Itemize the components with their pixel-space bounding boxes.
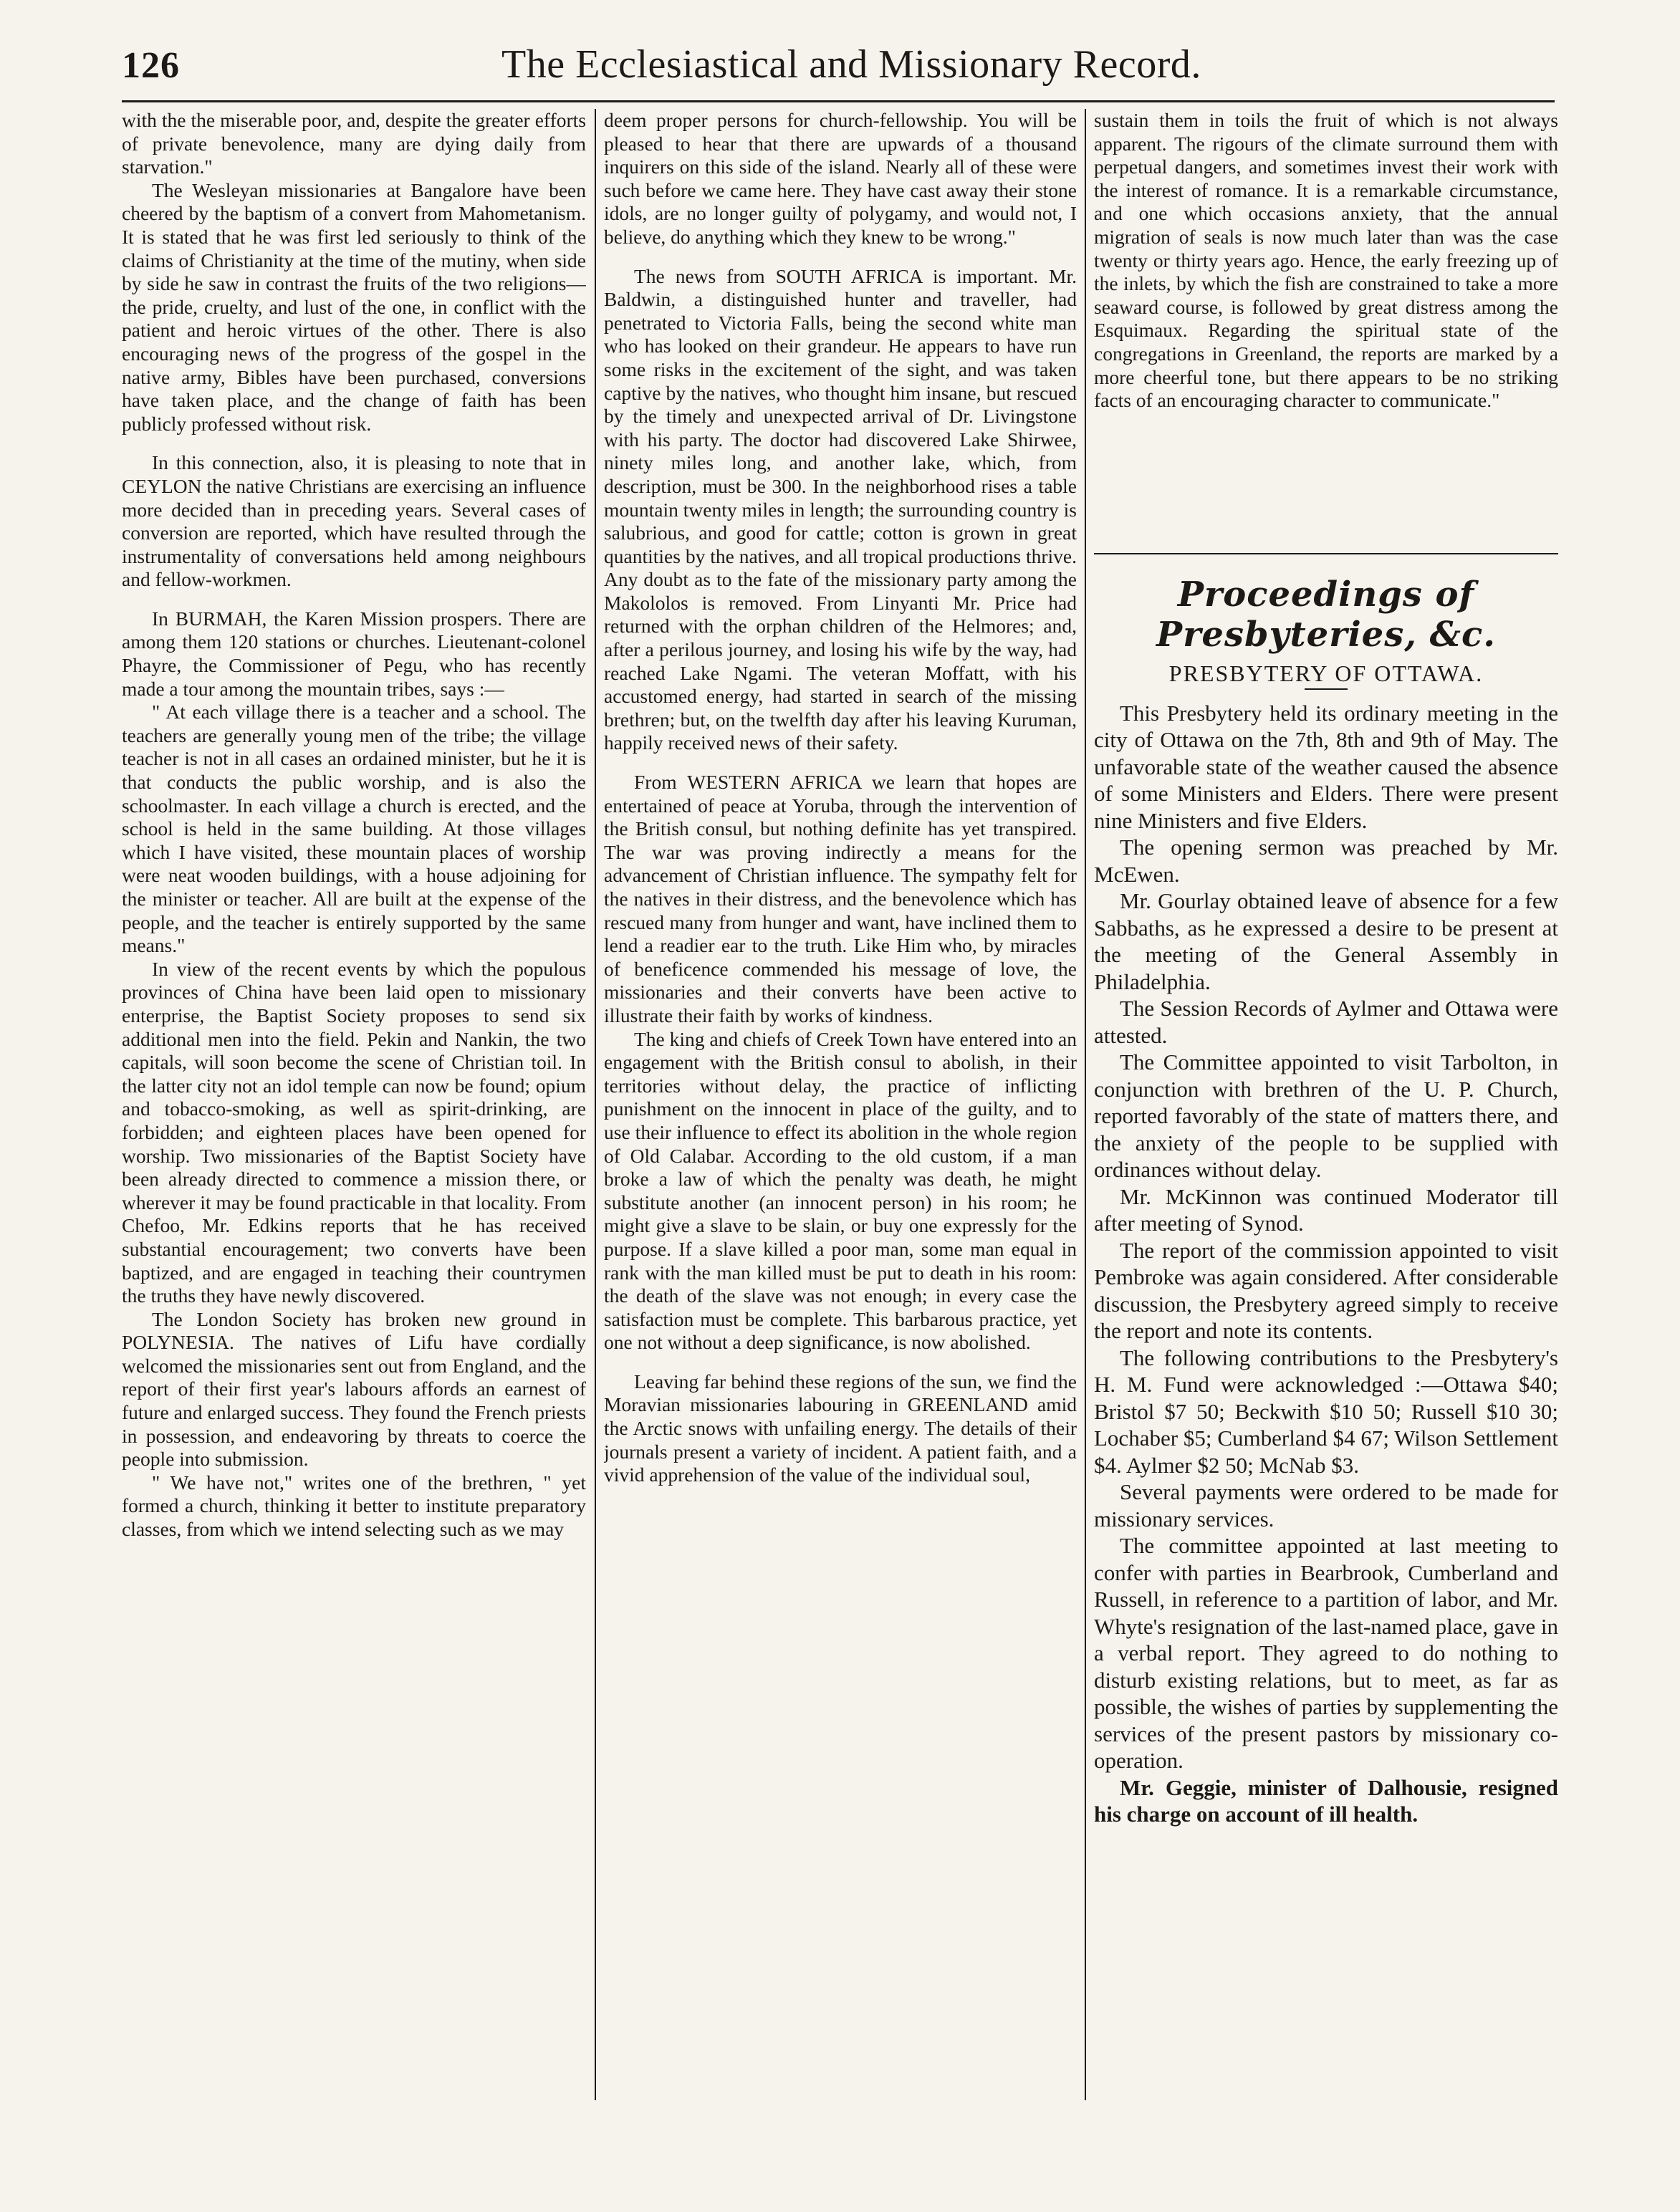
paragraph: Mr. Geggie, minister of Dalhousie, resigned his charge on account of ill health.	[1094, 1774, 1558, 1827]
column-right	[1094, 109, 1558, 2100]
subheading: PRESBYTERY OF OTTAWA.	[1168, 660, 1484, 686]
paragraph: with the the miserable poor, and, despite the greater efforts of private benevolence, many are dying daily from starvation."	[122, 109, 586, 178]
paragraph: " We have not," writes one of the brethren, " yet formed a church, thinking it better to institute preparatory classes, from which we intend selecting such as we may	[122, 1471, 586, 1541]
paragraph: The Session Records of Aylmer and Ottawa were attested.	[1094, 996, 1558, 1048]
page-number: 126	[122, 45, 180, 86]
section-rule	[1094, 553, 1558, 554]
paragraph: The Wesleyan missionaries at Bangalore have been cheered by the baptism of a convert from Mahometanism. It is stated that he was first led seriously to think of the claims of Christianity at the time of the mutiny, when side by side he saw in contrast the fruits of the two religions—the pride, cruelty, and lust of the one, in conflict with the patient and heroic virtues of the other. There is also encouraging news of the progress of the gospel in the native army, Bibles have been purchased, conversions have taken place, and the change of faith has been publicly professed without risk.	[122, 178, 586, 435]
paragraph: In this connection, also, it is pleasing to note that in CEYLON the native Christians are exercising an influence more decided than in preceding years. Several cases of conversion are reported, which have resulted through the instrumentality of conversations held among neighbours and fellow-workmen.	[122, 451, 586, 591]
paragraph: deem proper persons for church-fellowship. You will be pleased to hear that there are upwards of a thousand inquirers on this side of the island. Nearly all of these were such before we came here. They have cast away their stone idols, are no longer guilty of polygamy, and would not, I believe, do anything which they knew to be wrong."	[604, 109, 1077, 248]
paragraph: The report of the commission appointed to visit Pembroke was again considered. After considerable discussion, the Presbytery agreed simply to receive the report and note its contents.	[1094, 1237, 1558, 1344]
paragraph: The Committee appointed to visit Tarbolton, in conjunction with brethren of the U. P. Church, reported favorably of the state of matters there, and the anxiety of the people to be supplied with ordinances without delay.	[1094, 1049, 1558, 1183]
column-divider	[595, 109, 596, 2100]
section-heading: Proceedings of Presbyteries, &c.	[1156, 574, 1496, 655]
column-continuation	[1094, 109, 1558, 553]
presbytery-report	[1094, 700, 1558, 1828]
paragraph: Mr. McKinnon was continued Moderator till after meeting of Synod.	[1094, 1183, 1558, 1236]
paragraph: The news from SOUTH AFRICA is important. Mr. Baldwin, a distinguished hunter and traveller, had penetrated to Victoria Falls, being the second white man who has looked on their grandeur. He appears to have run some risks in the excitement of the sight, and was taken captive by the natives, who thought him insane, but rescued by the timely and unexpected arrival of Dr. Livingstone with his party. The doctor had discovered Lake Shirwee, ninety miles long, and another lake, which, from description, must be 300. In the neighborhood rises a table mountain twenty miles in length; the surrounding country is salubrious, and good for cattle; cotton is grown in great quantities by the natives, and all tropical productions thrive. Any doubt as to the fate of the missionary party among the Makololos is removed. From Linyanti Mr. Price had returned with the orphan children of the Helmores; and, after a perilous journey, and losing his wife by the way, had reached Lake Ngami. The veteran Moffatt, with his accustomed energy, had started in search of the missing brethren; but, on the twelfth day after his leaving Kuruman, happily received news of their safety.	[604, 264, 1077, 754]
paragraph: Several payments were ordered to be made for missionary services.	[1094, 1479, 1558, 1531]
paragraph: The committee appointed at last meeting to confer with parties in Bearbrook, Cumberland and Russell, in reference to a partition of labor, and Mr. Whyte's resignation of the last-named place, gave in a verbal report. They agreed to do nothing to disturb existing relations, but to meet, as far as possible, the wishes of parties by supplementing the services of the present pastors by missionary co-operation.	[1094, 1533, 1558, 1774]
header-rule	[122, 100, 1555, 102]
paragraph: Mr. Gourlay obtained leave of absence for a few Sabbaths, as he expressed a desire to be present at the meeting of the General Assembly in Philadelphia.	[1094, 888, 1558, 994]
running-title: The Ecclesiastical and Missionary Record.	[501, 42, 1201, 87]
paragraph: From WESTERN AFRICA we learn that hopes are entertained of peace at Yoruba, through the intervention of the British consul, but nothing definite has yet transpired. The war was proving indirectly a means for the advancement of Christian influence. The sympathy felt for the natives in their distress, and the benevolence which has rescued many from hunger and want, have inclined them to lend a readier ear to the truth. Like Him who, by miracles of beneficence commended his message of love, the missionaries and their converts have been active to illustrate their faith by works of kindness.	[604, 771, 1077, 1026]
column-divider	[1085, 109, 1086, 2100]
paragraph: This Presbytery held its ordinary meeting in the city of Ottawa on the 7th, 8th and 9th of May. The unfavorable state of the weather caused the absence of some Ministers and Elders. There were present nine Ministers and five Elders.	[1094, 700, 1558, 833]
column-middle	[604, 109, 1077, 2100]
paragraph: The London Society has broken new ground in POLYNESIA. The natives of Lifu have cordially welcomed the missionaries sent out from England, and the report of their first year's labours affords an earnest of future and enlarged success. They found the French priests in possession, and endeavoring by threats to coerce the people into submission.	[122, 1307, 586, 1471]
paragraph: " At each village there is a teacher and a school. The teachers are generally young men of the tribe; the village teacher is not in all cases an ordained minister, but he it is that conducts the public worship, and is also the schoolmaster. In each village a church is erected, and the school is held in the same building. At those villages which I have visited, these mountain places of worship were neat wooden buildings, with a house adjoining for the minister or teacher. All are built at the expense of the people, and the teacher is entirely supported by the same means."	[122, 701, 586, 957]
paragraph: In BURMAH, the Karen Mission prospers. There are among them 120 stations or churches. Lieutenant-colonel Phayre, the Commissioner of Pegu, who has recently made a tour among the mountain tribes, says :—	[122, 607, 586, 700]
paragraph: Leaving far behind these regions of the sun, we find the Moravian missionaries labouring in GREENLAND amid the Arctic snows with unfailing energy. The details of their journals present a variety of incident. A patient faith, and a vivid apprehension of the value of the individual soul,	[604, 1370, 1077, 1486]
short-rule	[1305, 688, 1348, 690]
paragraph: The following contributions to the Presbytery's H. M. Fund were acknowledged :—Ottawa $40; Bristol $7 50; Beckwith $10 50; Russell $10 30; Lochaber $5; Cumberland $4 67; Wilson Settlement $4. Aylmer $2 50; McNab $3.	[1094, 1345, 1558, 1478]
paragraph: sustain them in toils the fruit of which is not always apparent. The rigours of the climate surround them with perpetual dangers, and sometimes invest their work with the interest of romance. It is a remarkable circumstance, and one which occasions anxiety, that the annual migration of seals is now much later than was the case twenty or thirty years ago. Hence, the early freezing up of the inlets, by which the fish are constrained to take a more seaward course, is followed by great distress among the Esquimaux. Regarding the spiritual state of the congregations in Greenland, the reports are marked by a more cheerful tone, but there appears to be no striking facts of an encouraging character to communicate."	[1094, 109, 1558, 412]
paragraph: In view of the recent events by which the populous provinces of China have been laid open to missionary enterprise, the Baptist Society proposes to send six additional men into the field. Pekin and Nankin, the two capitals, will soon become the scene of Christian toil. In the latter city not an idol temple can now be found; opium and tobacco-smoking, as well as spirit-drinking, are forbidden; and eighteen places have been opened for worship. Two missionaries of the Baptist Society have been already directed to commence a mission there, or wherever it may be found practicable in that locality. From Chefoo, Mr. Edkins reports that he has received substantial encouragement; two converts have been baptized, and are engaged in teaching their countrymen the truths they have newly discovered.	[122, 957, 586, 1307]
paragraph: The opening sermon was preached by Mr. McEwen.	[1094, 835, 1558, 887]
paragraph: The king and chiefs of Creek Town have entered into an engagement with the British consul to abolish, in their territories without delay, the practice of inflicting punishment on the innocent in place of the guilty, and to use their influence to effect its abolition in the whole region of Old Calabar. According to the old custom, if a man broke a law of which the penalty was death, he might substitute another (an innocent person) in his room; he might give a slave to be slain, or buy one expressly for the purpose. If a slave killed a poor man, some man equal in rank with the man killed must be put to death in his room: the death of the slave was not enough; in every case the satisfaction must be complete. This barbarous practice, yet one not without a deep significance, is now abolished.	[604, 1027, 1077, 1354]
column-left	[122, 109, 586, 2100]
